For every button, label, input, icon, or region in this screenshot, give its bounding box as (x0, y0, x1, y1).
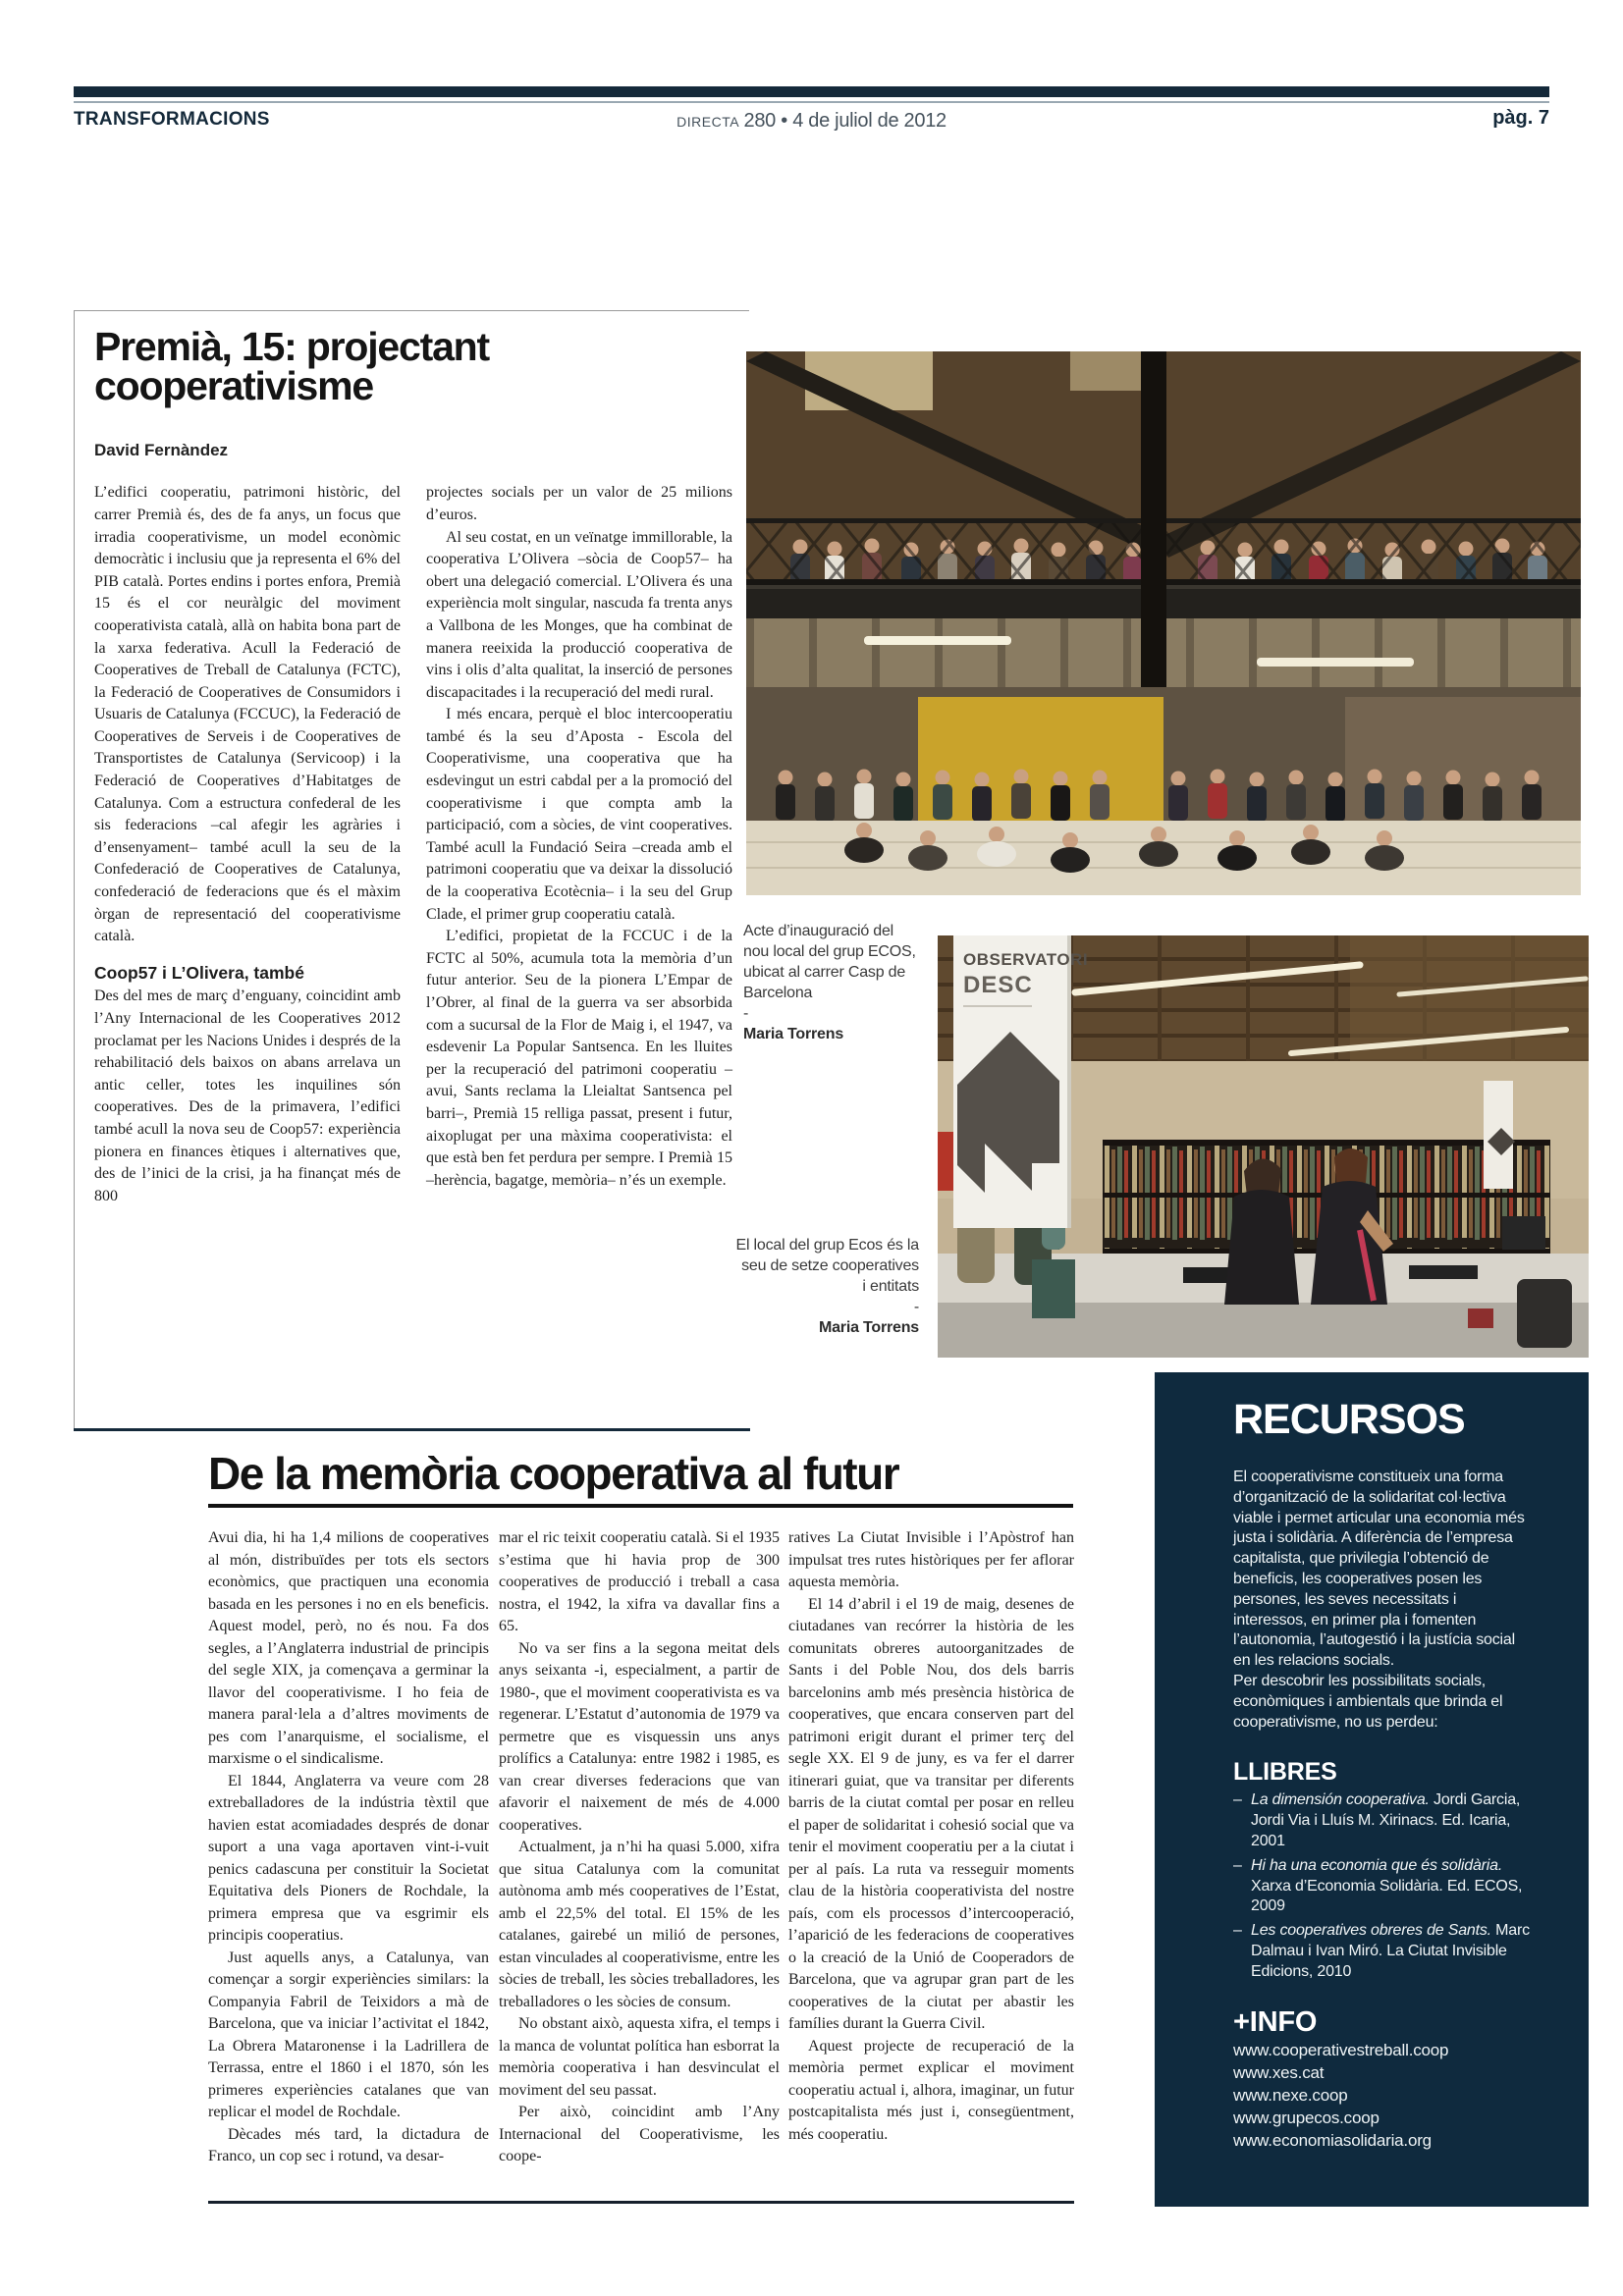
article-premia15 (74, 310, 749, 1428)
link-economiasolidaria[interactable]: www.economiasolidaria.org (1233, 2130, 1432, 2150)
article2-column-2 (499, 1527, 780, 2193)
paragraph: Aquest projecte de recuperació de la memòria permet explicar el moviment cooperatiu actual i, alhora, imaginar, un futur postcapitalista més just i, consegüentment, més cooperatiu. (788, 2037, 1074, 2143)
photo-inauguration-illustration (746, 351, 1581, 895)
article1-byline: David Fernàndez (94, 441, 229, 460)
paragraph: ratives La Ciutat Invisible i l’Apòstrof han impulsat tres rutes històriques per fer aflorar aquesta memòria. (788, 1529, 1074, 1590)
article1-body (94, 482, 749, 1422)
masthead-brand: DIRECTA (676, 114, 740, 130)
link-nexe[interactable]: www.nexe.coop (1233, 2085, 1348, 2105)
paragraph: Des del mes de març d’enguany, coincidint amb l’Any Internacional de les Cooperatives 2012 proclamat per les Nacions Unides i després de la rehabilitació dels baixos on abans arrelava un antic celler, totes les inquilines són cooperatives. Des de la primavera, l’edifici també acull la nova seu de Coop57: experiència pionera en finances ètiques i alternatives que, des de l’inici de la crisi, ja ha finançat més de 800 (94, 988, 401, 1204)
paragraph: L’edifici cooperatiu, patrimoni històric, del carrer Premià és, des de fa anys, un focus que irradia cooperativisme, un model econòmic democràtic i inclusiu que ja representa el 6% del PIB català. Portes endins i portes enfora, Premià 15 és el cor neuràlgic del moviment cooperativista català, allà on habita bona part de la xarxa federativa. Acull la Federació de Cooperatives de Treball de Catalunya (FCTC), la Federació de Cooperatives de Consumidors i Usuaris de Catalunya (FCCUC), la Federació de Cooperatives de Serveis i de Cooperatives de Transportistes de Catalunya (Servicoop) i la Federació de Cooperatives d’Habitatges de Catalunya. Com a estructura confederal de les sis federacions –cal afegir les agràries i d’ensenyament– també acull la seu de la Confederació de Cooperatives de Catalunya, confederació de federacions que és el màxim òrgan de representació del cooperativisme català. (94, 484, 401, 945)
book-authors: Jordi Garcia, Jordi Via i Lluís M. Xirinacs. Ed. Icaria, 2001 (1251, 1791, 1521, 1849)
photo1-caption (743, 921, 922, 1044)
photo-inauguration-ecos (746, 351, 1581, 895)
paragraph: El 14 d’abril i el 19 de maig, desenes de ciutadanes van recórrer la història de les comunitats obreres autoorganitzades de Sants i del Poble Nou, dos dels barris barcelonins amb més presència històrica de cooperatives, que encara conserven part del patrimoni erigit durant el primer terç del segle XX. El 9 de juny, es va fer el darrer itinerari guiat, que va transitar per diferents barris de la ciutat comtal per posar en relleu el paper de solidaritat i cohesió social que va tenir el moviment cooperatiu per a la ciutat i per al país. La ruta va resseguir moments clau de la història cooperativista del nostre país, com els processos d’intercooperació, l’aparició de les federacions de cooperatives o la creació de la Unió de Cooperadors de Barcelona, que va agrupar gran part de les cooperatives de la ciutat per abastir les famílies durant la Guerra Civil. (788, 1595, 1074, 2032)
paragraph: mar el ric teixit cooperatiu català. Si el 1935 s’estima que hi havia prop de 300 cooperatives de producció i treball a casa nostra, el 1942, la xifra va davallar fins a 65. (499, 1529, 780, 1634)
paragraph: Just aquells anys, a Catalunya, van començar a sorgir experiències similars: la Companyia Fabril de Teixidors a mà de Barcelona, que va iniciar l’activitat el 1842, La Obrera Mataronense i la Ladrillera de Terrassa, entre el 1860 i el 1870, són les primeres experiències catalanes que van replicar el model de Rochdale. (208, 1949, 489, 2120)
paragraph: El 1844, Anglaterra va veure com 28 extreballadores de la indústria tèxtil que havien estat acomiadades després de donar suport a una vaga aportaven vint-i-vuit penics cadascuna per constituir la Societat Equitativa dels Pioners de Rochdale, la primera empresa que va esgrimir els principis cooperatius. (208, 1772, 489, 1944)
header-rule-thick (74, 86, 1549, 97)
section-label: TRANSFORMACIONS (74, 109, 270, 130)
header-rule-thin (74, 101, 1549, 103)
book-item (1233, 1921, 1534, 1982)
page-number: pàg. 7 (1492, 107, 1549, 129)
photo-ecos-local (938, 935, 1589, 1358)
book-title: Les cooperatives obreres de Sants. (1251, 1922, 1491, 1940)
link-xes[interactable]: www.xes.cat (1233, 2062, 1325, 2082)
paragraph: I més encara, perquè el bloc intercooperatiu també és la seu d’Aposta - Escola del Cooperativisme, una cooperativa que ha esdevingut un estri cabdal per a la promoció del cooperativisme i que compta amb la participació, com a sòcies, de vint cooperatives. També acull la Fundació Seira –creada amb el patrimoni cooperatiu que va deixar la dissolució de la cooperativa Ecotècnia– i la seu del Grup Clade, el primer grup cooperatiu català. (426, 706, 732, 923)
sidebar-intro: El cooperativisme constitueix una forma d’organització de la solidaritat col·lectiva viable i permet articular una economia més justa i solidària. A diferència de l’empresa capitalista, que privilegia l’obtenció de beneficis, les cooperatives posen les persones, les seves necessitats i interessos, en primer pla i fomenten l’autonomia, l’autogestió i la justícia social en les relacions socials. (1233, 1468, 1525, 1670)
book-item (1233, 1790, 1534, 1851)
sign-text-observatori: OBSERVATORI (963, 950, 1089, 969)
paragraph: Dècades més tard, la dictadura de Franco, un cop sec i rotund, va desar- (208, 2125, 489, 2164)
paragraph: projectes socials per un valor de 25 milions d’euros. (426, 484, 732, 523)
link-cooperativestreball[interactable]: www.cooperativestreball.coop (1233, 2040, 1449, 2059)
sidebar-info-heading: +INFO (1233, 2005, 1318, 2038)
article2-title: De la memòria cooperativa al futur (208, 1448, 899, 1499)
book-authors: Marc Dalmau i Ivan Miró. La Ciutat Invisible Edicions, 2010 (1251, 1922, 1530, 1980)
article1-subhead: Coop57 i L’Olivera, també (94, 962, 304, 983)
paragraph: No obstant això, aquesta xifra, el temps i la manca de voluntat política han esborrat la memòria cooperativa i han desvinculat el moviment del seu passat. (499, 2015, 780, 2099)
sign-text-desc: DESC (963, 972, 1033, 998)
caption-text: El local del grup Ecos és la seu de setze cooperatives i entitats (735, 1237, 919, 1295)
article2-column-3 (788, 1527, 1074, 2193)
sidebar-heading: RECURSOS (1233, 1396, 1465, 1443)
photo1-credit: Maria Torrens (743, 1026, 844, 1042)
link-grupecos[interactable]: www.grupecos.coop (1233, 2108, 1380, 2127)
paragraph: Al seu costat, en un veïnatge immillorable, la cooperativa L’Olivera –sòcia de Coop57– ha obert una delegació comercial. L’Olivera és una experiència molt singular, nascuda fa trenta anys a Vallbona de les Monges, que ha combinat de manera reeixida la producció cooperativa de vins i olis d’alta qualitat, la inserció de persones discapacitades i la recuperació del medi rural. (426, 528, 732, 701)
article1-title: Premià, 15: projectant cooperativisme (94, 324, 489, 409)
article1-column-2 (426, 482, 732, 1422)
sidebar-books-heading: LLIBRES (1233, 1758, 1337, 1787)
photo-local-illustration (938, 935, 1589, 1358)
book-title: Hi ha una economia que és solidària. (1251, 1856, 1503, 1874)
book-title: La dimensión cooperativa. (1251, 1791, 1430, 1809)
paragraph: L’edifici, propietat de la FCCUC i de la FCTC al 50%, acumula tota la memòria d’un futur anterior. Seu de la pionera L’Empar de l’Obrer, al final de la guerra va ser absorbida com a sucursal de la Flor de Maig i, el 1947, va esdevenir La Popular Santsenca. En les lluites per la recuperació del patrimoni cooperatiu –avui, Sants reclama la Lleialtat Santsenca pel barri–, Premià 15 relliga passat, present i futur, aixoplugat per una màxima cooperativista: el que està ben fet perdura per sempre. I Premià 15 –herència, bagatge, memòria– n’és un exemple. (426, 928, 732, 1189)
caption-separator: - (913, 1299, 919, 1315)
article2-bottom-rule (208, 2201, 1074, 2204)
photo2-caption (734, 1235, 919, 1338)
caption-separator: - (743, 1005, 749, 1022)
issue-line (0, 110, 1623, 133)
article1-column-1 (94, 482, 401, 1422)
caption-text: Acte d’inauguració del nou local del grup ECOS, ubicat al carrer Casp de Barcelona (743, 923, 916, 1001)
article2-column-1 (208, 1527, 489, 2193)
paragraph: No va ser fins a la segona meitat dels anys seixanta -i, especialment, a partir de 1980-, que el moviment cooperativista es va regenerar. L’Estatut d’autonomia de 1979 va permetre que es visquessin uns anys prolífics a Catalunya: entre 1982 i 1985, es van crear diverses federacions que van afavorir el naixement de més de 4.000 cooperatives. (499, 1639, 780, 1834)
book-authors: Xarxa d’Economia Solidària. Ed. ECOS, 2009 (1251, 1877, 1523, 1915)
book-item (1233, 1856, 1534, 1917)
issue-date: 280 • 4 de juliol de 2012 (743, 110, 947, 132)
sidebar-intro-2: Per descobrir les possibilitats socials, econòmiques i ambientals que brinda el cooperativisme, no us perdeu: (1233, 1672, 1503, 1731)
paragraph: Actualment, ja n’hi ha quasi 5.000, xifra que situa Catalunya com la comunitat autònoma amb més cooperatives de l’Estat, amb el 22,5% del total. El 15% de les catalanes, gairebé un milió de persones, estan vinculades al cooperativisme, entre les sòcies de treball, les sòcies treballadores, les treballadores o les sòcies de consum. (499, 1839, 780, 2010)
article1-bottom-rule (74, 1428, 750, 1431)
article2-title-rule (208, 1504, 1073, 1508)
photo2-credit: Maria Torrens (818, 1319, 919, 1336)
sidebar-recursos (1155, 1372, 1589, 2207)
paragraph: Per això, coincidint amb l’Any Internacional del Cooperativisme, les coope- (499, 2104, 780, 2164)
paragraph: Avui dia, hi ha 1,4 milions de cooperatives al món, distribuïdes per tots els sectors econòmics, que practiquen una economia basada en les persones i no en els beneficis. Aquest model, però, no és nou. Fa dos segles, a l’Anglaterra industrial de principis del segle XIX, ja començava a germinar la llavor del cooperativisme. I ho feia de manera paral·lela a d’altres moviments de pes com l’anarquisme, el socialisme, el marxisme o el sindicalisme. (208, 1529, 489, 1767)
